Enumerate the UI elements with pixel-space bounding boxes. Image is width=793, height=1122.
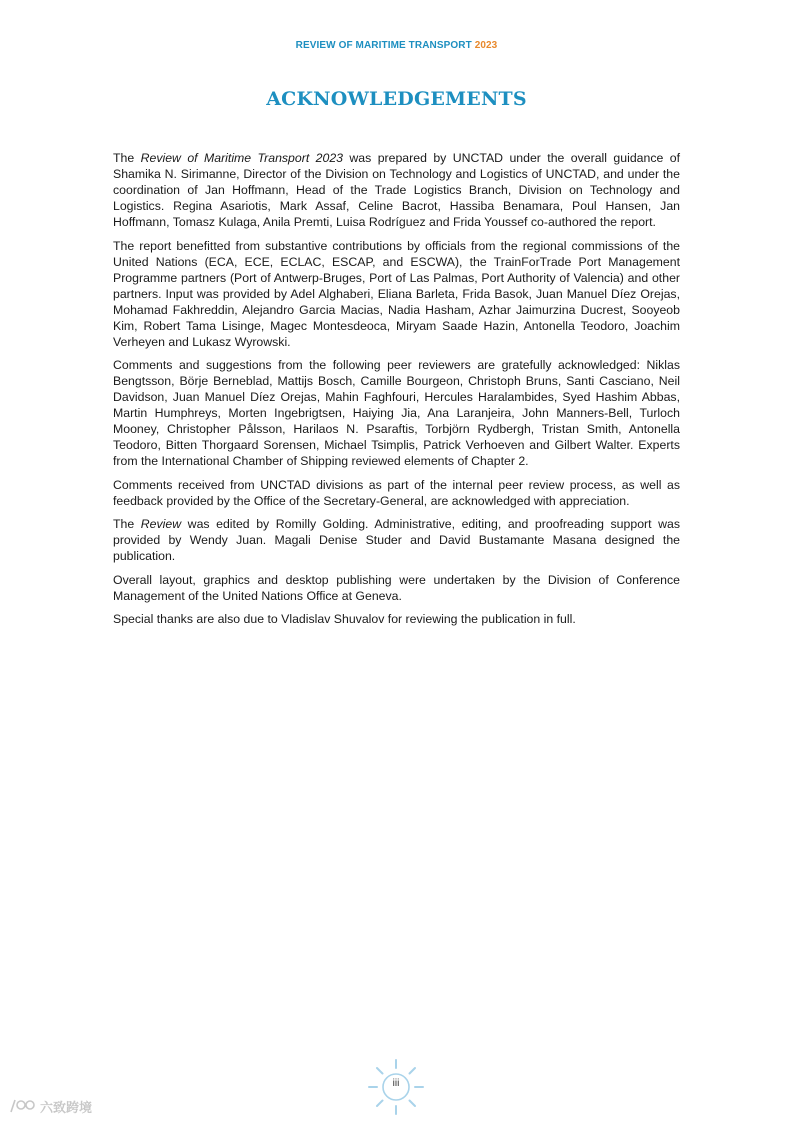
paragraph-editing-lead: The: [113, 517, 141, 531]
page-title: ACKNOWLEDGEMENTS: [266, 88, 527, 110]
paragraph-contributions: The report benefitted from substantive contributions by officials from the regional commissions of the United Nations (ECA, ECE, ECLAC, ESCAP, and ESCWA), the TrainForTrade Port Management Programme partners (Port of Antwerp-Bruges, Port of Las Palmas, Port Authority of Valencia) and other partners. Input was provided by Adel Alghaberi, Eliana Barleta, Frida Basok, Juan Manuel Díez Orejas, Mohamad Fakhreddin, Alejandro Garcia Macias, Nadia Hasham, Azhar Jaimurzina Ducrest, Sooyeob Kim, Robert Tama Lisinge, Magec Montesdeoca, Miryam Saade Hazin, Antonella Teodoro, Joachim Verheyen and Lukasz Wyrowski.: [113, 238, 680, 349]
publication-title-italic: Review of Maritime Transport 2023: [140, 151, 344, 165]
watermark-logo-icon: [8, 1097, 36, 1115]
paragraph-special-thanks: Special thanks are also due to Vladislav Shuvalov for reviewing the publication in full.: [113, 612, 576, 626]
watermark-text: 六致跨境: [40, 1100, 93, 1116]
paragraph-internal-review: Comments received from UNCTAD divisions as part of the internal peer review process, as well as feedback provided by the Office of the Secretary-General, are acknowledged with appreciation.: [113, 477, 680, 508]
running-header-year: 2023: [474, 40, 498, 51]
watermark: [8, 1096, 92, 1116]
review-italic: Review: [140, 517, 182, 531]
page-number: iii: [392, 1078, 400, 1089]
paragraph-layout: Overall layout, graphics and desktop publishing were undertaken by the Division of Conference Management of the United Nations Office at Geneva.: [113, 572, 680, 603]
body-text: [113, 150, 680, 635]
paragraph-authors-lead: The: [113, 151, 141, 165]
paragraph-authors-rest: was prepared by UNCTAD under the overall guidance of Shamika N. Sirimanne, Director of the Division on Technology and Logistics of UNCTAD, and under the coordination of Jan Hoffmann, Head of the Trade Logistics Branch, Division on Technology and Logistics. Regina Asariotis, Mark Assaf, Celine Bacrot, Hassiba Benamara, Poul Hansen, Jan Hoffmann, Tomasz Kulaga, Anila Premti, Luisa Rodríguez and Frida Youssef co-authored the report.: [113, 151, 681, 229]
paragraph-editing: [113, 516, 680, 564]
running-header: [0, 40, 793, 51]
paragraph-peer-reviewers: Comments and suggestions from the following peer reviewers are gratefully acknowledged: Niklas Bengtsson, Börje Berneblad, Mattijs Bosch, Camille Bourgeon, Christoph Bruns, Santi Casciano, Neil Davidson, Juan Manuel Díez Orejas, Mahin Faghfouri, Hercules Haralambides, Syed Hashim Abbas, Martin Humphreys, Morten Ingebrigtsen, Haiying Jia, Ana Laranjeira, John Manners-Bell, Turloch Mooney, Christopher Pålsson, Harilaos N. Psaraftis, Torbjörn Rydbergh, Tristan Smith, Antonella Teodoro, Bitten Thorgaard Sorensen, Michael Tsimplis, Patrick Verhoeven and Gilbert Walter. Experts from the International Chamber of Shipping reviewed elements of Chapter 2.: [113, 358, 680, 468]
paragraph-editing-rest: was edited by Romilly Golding. Administrative, editing, and proofreading support was provided by Wendy Juan. Magali Denise Studer and David Bustamante Masana designed the publication.: [113, 517, 680, 563]
running-header-series: REVIEW OF MARITIME TRANSPORT: [295, 40, 472, 51]
page-number-block: [366, 1057, 426, 1117]
paragraph-authors: [113, 150, 680, 230]
